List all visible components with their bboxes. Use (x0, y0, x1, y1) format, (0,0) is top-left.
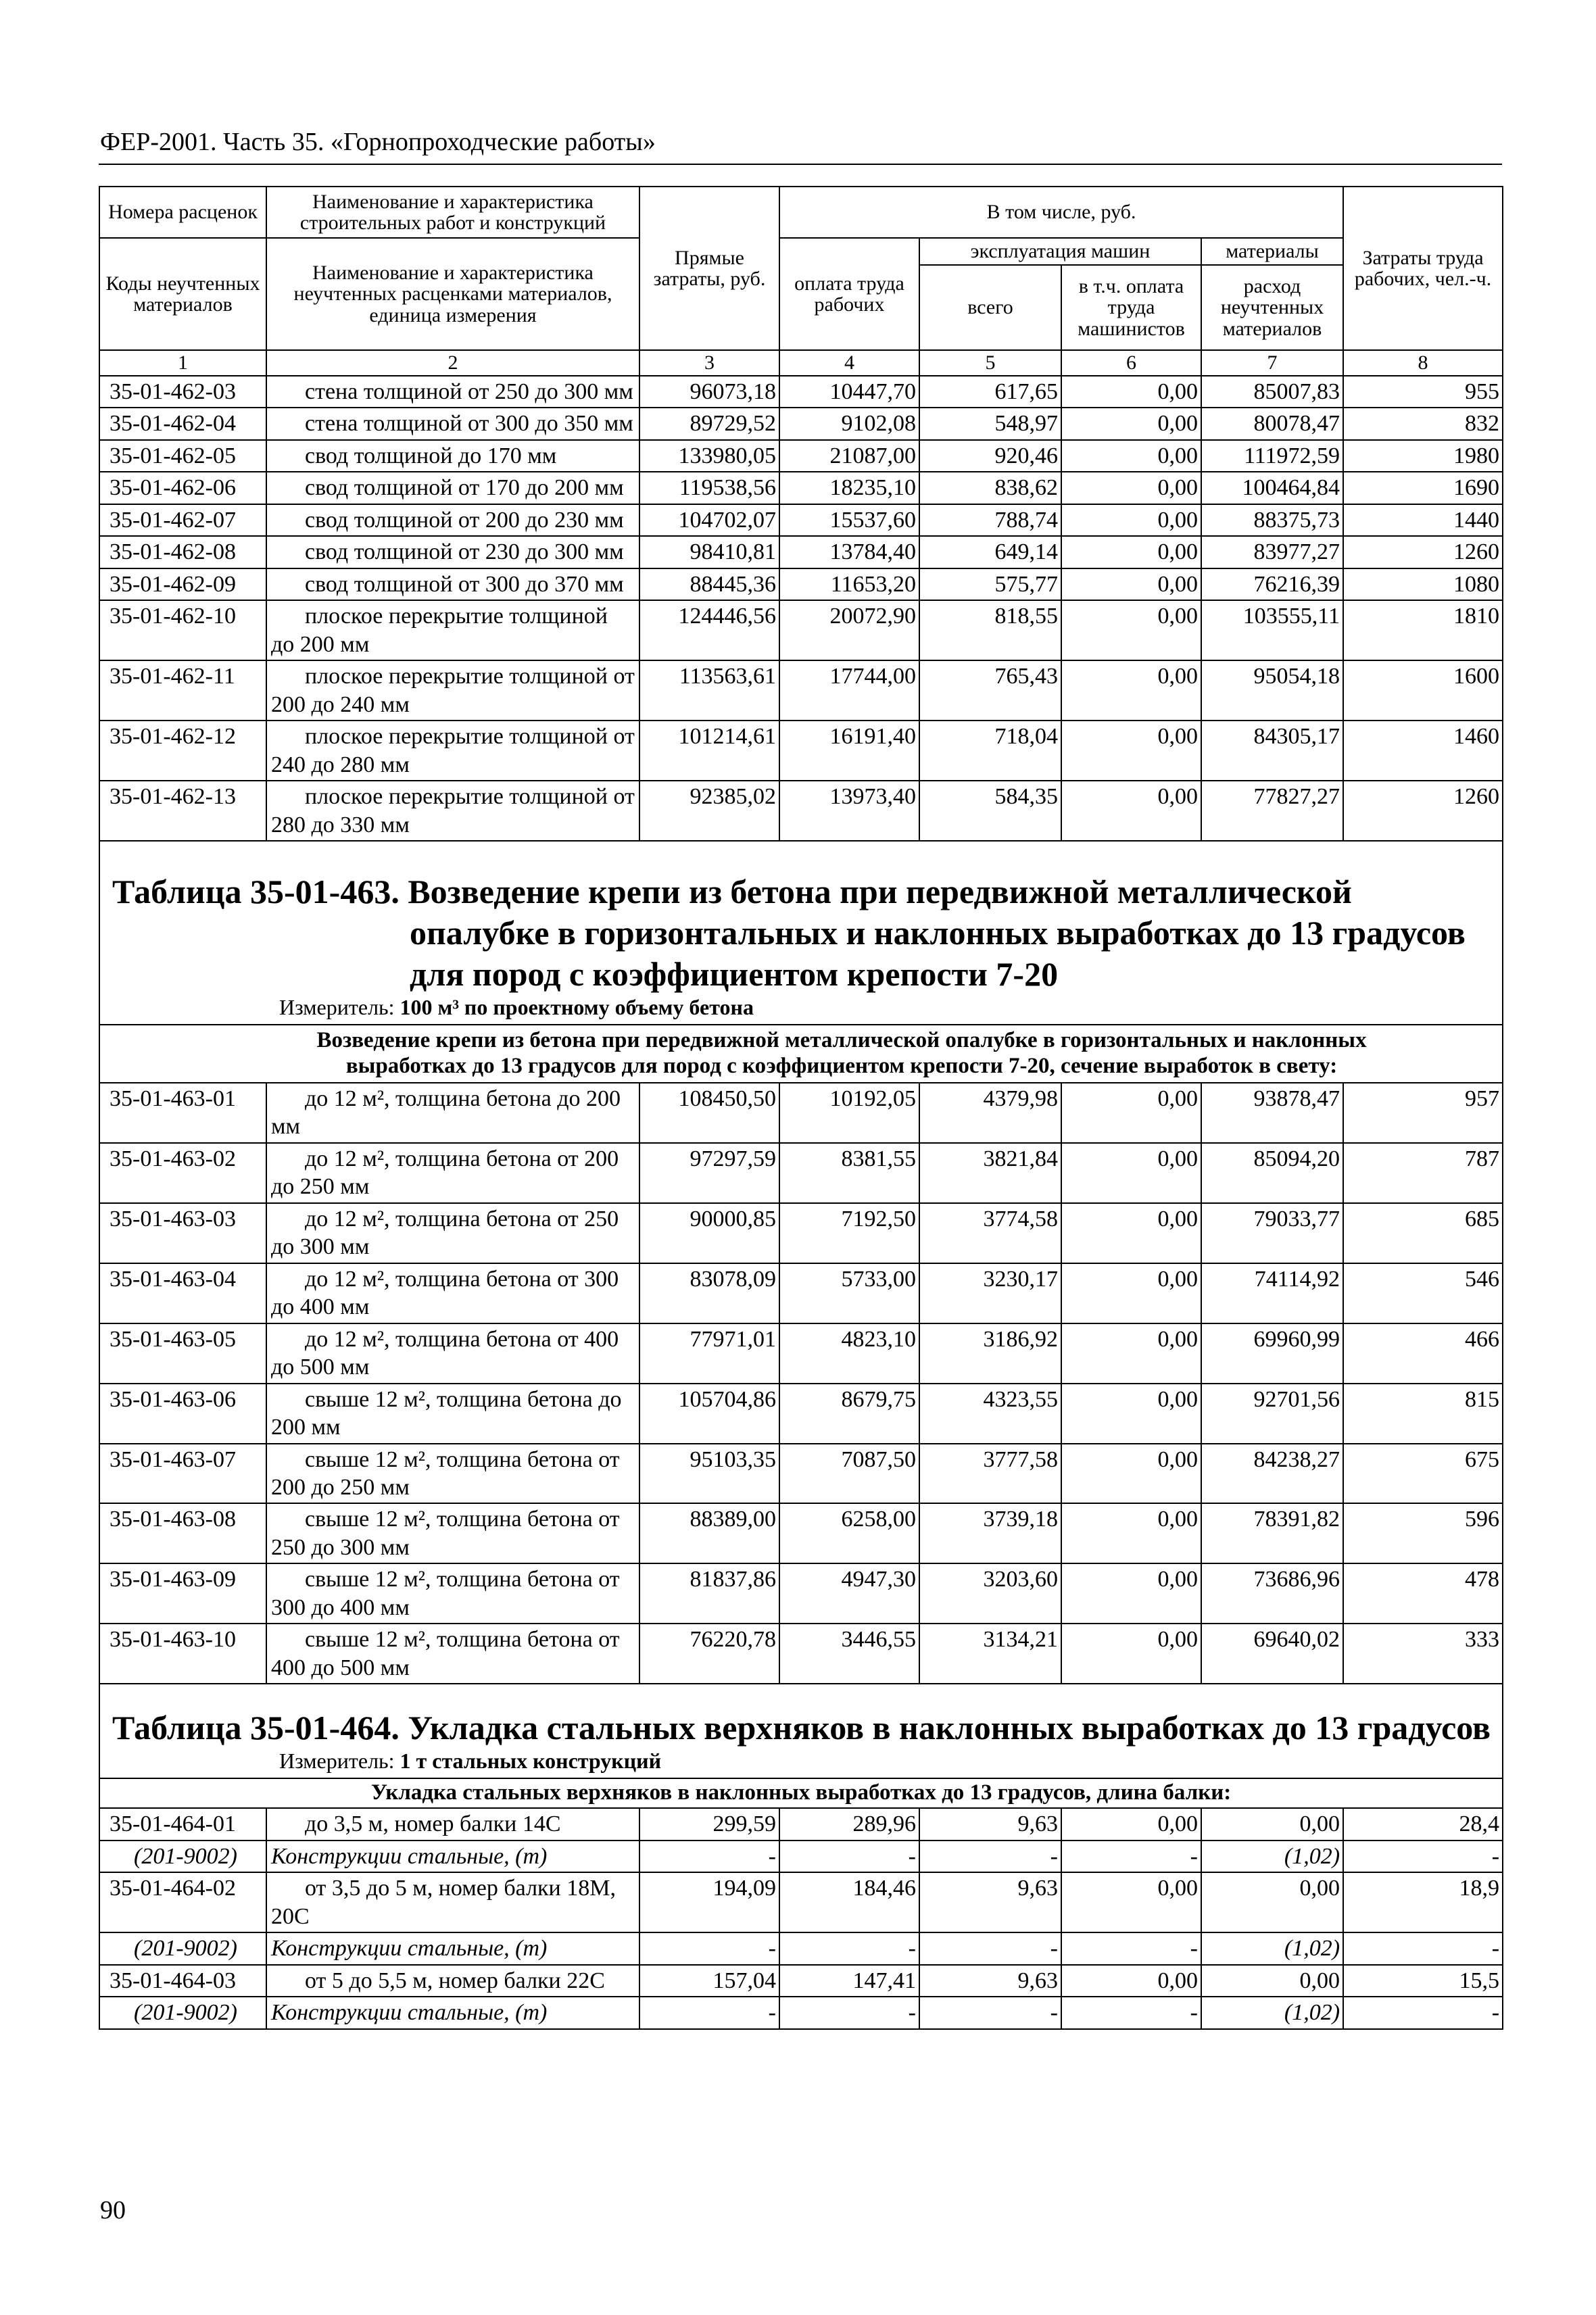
col-head-material-codes: Коды неучтенных материалов (99, 238, 266, 350)
materials: 69640,02 (1201, 1624, 1343, 1684)
col-head-machines: эксплуатация машин (919, 238, 1201, 265)
labor-hours: 466 (1343, 1323, 1503, 1384)
machines-total: 3777,58 (919, 1444, 1061, 1504)
materials: 69960,99 (1201, 1323, 1343, 1384)
wages: 184,46 (779, 1872, 919, 1932)
materials: 0,00 (1201, 1808, 1343, 1840)
labor-hours: 1080 (1343, 568, 1503, 600)
work-name: свод толщиной до 170 мм (266, 440, 639, 472)
wages: 7192,50 (779, 1203, 919, 1263)
table-464-section: Укладка стальных верхняков в наклонных выработках до 13 градусов, длина балки: (99, 1778, 1503, 1808)
rate-code: 35-01-462-05 (99, 440, 266, 472)
table-row (99, 1444, 1503, 1504)
labor-hours: 1440 (1343, 504, 1503, 536)
machinist-wages: 0,00 (1061, 660, 1201, 721)
work-name: до 12 м², толщина бетона от 300 до 400 мм (266, 1263, 639, 1323)
col-head-direct-costs: Прямые затраты, руб. (639, 187, 779, 350)
direct-costs: 88389,00 (639, 1503, 779, 1563)
wages: 13784,40 (779, 536, 919, 568)
table-row (99, 1143, 1503, 1203)
material-row (99, 1932, 1503, 1964)
wages: 17744,00 (779, 660, 919, 721)
col-head-codes: Номера расценок (99, 187, 266, 238)
wages: 18235,10 (779, 472, 919, 504)
machines-total: 920,46 (919, 440, 1061, 472)
col-number: 3 (639, 350, 779, 376)
rate-code: 35-01-463-09 (99, 1563, 266, 1624)
work-name: свод толщиной от 300 до 370 мм (266, 568, 639, 600)
rate-code: 35-01-462-03 (99, 376, 266, 408)
materials: 95054,18 (1201, 660, 1343, 721)
labor-hours: 18,9 (1343, 1872, 1503, 1932)
rate-code: 35-01-463-07 (99, 1444, 266, 1504)
wages: 147,41 (779, 1965, 919, 1997)
materials: 83977,27 (1201, 536, 1343, 568)
work-name: до 12 м², толщина бетона от 400 до 500 мм (266, 1323, 639, 1384)
labor-hours: 1260 (1343, 536, 1503, 568)
labor-hours: 1810 (1343, 600, 1503, 660)
direct-costs: 92385,02 (639, 781, 779, 841)
material-code: (201-9002) (99, 1932, 266, 1964)
col-head-machines-total: всего (919, 265, 1061, 350)
materials: 73686,96 (1201, 1563, 1343, 1624)
col-number: 4 (779, 350, 919, 376)
wages: - (779, 1841, 919, 1872)
col-head-wages: оплата труда рабочих (779, 238, 919, 350)
wages: 15537,60 (779, 504, 919, 536)
direct-costs: 90000,85 (639, 1203, 779, 1263)
table-row (99, 376, 1503, 408)
labor-hours: 1690 (1343, 472, 1503, 504)
work-name: плоское перекрытие толщиной от 200 до 240 мм (266, 660, 639, 721)
machinist-wages: 0,00 (1061, 472, 1201, 504)
work-name: свод толщиной от 230 до 300 мм (266, 536, 639, 568)
rate-code: 35-01-462-09 (99, 568, 266, 600)
table-row (99, 1323, 1503, 1384)
table-463-heading (99, 841, 1503, 1083)
direct-costs: - (639, 1841, 779, 1872)
labor-hours: 815 (1343, 1384, 1503, 1444)
col-number: 1 (99, 350, 266, 376)
material-name: Конструкции стальные, (т) (266, 1932, 639, 1964)
labor-hours: 1980 (1343, 440, 1503, 472)
machines-total: 3774,58 (919, 1203, 1061, 1263)
running-header: ФЕР-2001. Часть 35. «Горнопроходческие работы» (100, 128, 656, 156)
wages: 20072,90 (779, 600, 919, 660)
page-number: 90 (100, 2196, 126, 2224)
machines-total: 3186,92 (919, 1323, 1061, 1384)
table-row (99, 600, 1503, 660)
direct-costs: 98410,81 (639, 536, 779, 568)
labor-hours: 832 (1343, 408, 1503, 439)
col-head-material-name: Наименование и характеристика неучтенных расценками материалов, единица измерения (266, 238, 639, 350)
col-number: 6 (1061, 350, 1201, 376)
table-row (99, 1384, 1503, 1444)
machines-total: 718,04 (919, 721, 1061, 781)
machines-total: 548,97 (919, 408, 1061, 439)
table-row (99, 1263, 1503, 1323)
machines-total: 788,74 (919, 504, 1061, 536)
machinist-wages: - (1061, 1841, 1201, 1872)
material-use: (1,02) (1201, 1997, 1343, 2028)
price-sheet (99, 186, 1502, 2030)
direct-costs: 157,04 (639, 1965, 779, 1997)
direct-costs: 88445,36 (639, 568, 779, 600)
wages: 8381,55 (779, 1143, 919, 1203)
rate-code: 35-01-464-03 (99, 1965, 266, 1997)
wages: - (779, 1997, 919, 2028)
work-name: плоское перекрытие толщиной до 200 мм (266, 600, 639, 660)
wages: 6258,00 (779, 1503, 919, 1563)
machines-total: 9,63 (919, 1965, 1061, 1997)
materials: 88375,73 (1201, 504, 1343, 536)
machinist-wages: 0,00 (1061, 1203, 1201, 1263)
materials: 80078,47 (1201, 408, 1343, 439)
rate-code: 35-01-463-05 (99, 1323, 266, 1384)
table-row (99, 1563, 1503, 1624)
col-number: 2 (266, 350, 639, 376)
materials: 76216,39 (1201, 568, 1343, 600)
work-name: свыше 12 м², толщина бетона до 200 мм (266, 1384, 639, 1444)
direct-costs: - (639, 1932, 779, 1964)
direct-costs: - (639, 1997, 779, 2028)
rate-code: 35-01-464-02 (99, 1872, 266, 1932)
direct-costs: 299,59 (639, 1808, 779, 1840)
direct-costs: 105704,86 (639, 1384, 779, 1444)
material-code: (201-9002) (99, 1997, 266, 2028)
machines-total: 838,62 (919, 472, 1061, 504)
direct-costs: 77971,01 (639, 1323, 779, 1384)
table-row (99, 1965, 1503, 1997)
labor-hours: 15,5 (1343, 1965, 1503, 1997)
labor-hours: - (1343, 1932, 1503, 1964)
table-463-section: Возведение крепи из бетона при передвижной металлической опалубке в горизонтальных и наклонных выработках до 13 градусов для пород с коэффициентом крепости 7-20, сечение выработок в свету: (99, 1025, 1503, 1083)
machinist-wages: 0,00 (1061, 781, 1201, 841)
table-row (99, 1624, 1503, 1684)
table-row (99, 408, 1503, 439)
machines-total: 575,77 (919, 568, 1061, 600)
materials: 77827,27 (1201, 781, 1343, 841)
machinist-wages: 0,00 (1061, 1624, 1201, 1684)
material-name: Конструкции стальные, (т) (266, 1997, 639, 2028)
direct-costs: 133980,05 (639, 440, 779, 472)
col-head-material-use: расход неучтенных материалов (1201, 265, 1343, 350)
labor-hours: - (1343, 1997, 1503, 2028)
machinist-wages: - (1061, 1997, 1201, 2028)
direct-costs: 89729,52 (639, 408, 779, 439)
labor-hours: 955 (1343, 376, 1503, 408)
table-464-heading (99, 1684, 1503, 1808)
wages: 4823,10 (779, 1323, 919, 1384)
labor-hours: 1460 (1343, 721, 1503, 781)
materials: 111972,59 (1201, 440, 1343, 472)
table-464-measure: Измеритель: 1 т стальных конструкций (279, 1749, 662, 1774)
table-row (99, 1083, 1503, 1143)
work-name: плоское перекрытие толщиной от 280 до 330 мм (266, 781, 639, 841)
machines-total: 9,63 (919, 1808, 1061, 1840)
labor-hours: 675 (1343, 1444, 1503, 1504)
col-head-name: Наименование и характеристика строительных работ и конструкций (266, 187, 639, 238)
work-name: свыше 12 м², толщина бетона от 250 до 300 мм (266, 1503, 639, 1563)
machines-total: 3203,60 (919, 1563, 1061, 1624)
table-464-title: Таблица 35-01-464. Укладка стальных верхняков в наклонных выработках до 13 градусов (112, 1709, 1491, 1747)
table-462-body (99, 376, 1503, 841)
machinist-wages: 0,00 (1061, 568, 1201, 600)
machines-total: 818,55 (919, 600, 1061, 660)
machines-total: 4379,98 (919, 1083, 1061, 1143)
work-name: до 12 м², толщина бетона от 250 до 300 мм (266, 1203, 639, 1263)
materials: 79033,77 (1201, 1203, 1343, 1263)
direct-costs: 194,09 (639, 1872, 779, 1932)
wages: 8679,75 (779, 1384, 919, 1444)
wages: 10192,05 (779, 1083, 919, 1143)
machinist-wages: 0,00 (1061, 1503, 1201, 1563)
wages: 11653,20 (779, 568, 919, 600)
labor-hours: 333 (1343, 1624, 1503, 1684)
rate-code: 35-01-462-06 (99, 472, 266, 504)
table-row (99, 536, 1503, 568)
wages: 13973,40 (779, 781, 919, 841)
col-head-machinist-wages: в т.ч. оплата труда машинистов (1061, 265, 1201, 350)
machines-total: - (919, 1841, 1061, 1872)
machinist-wages: 0,00 (1061, 1263, 1201, 1323)
machinist-wages: 0,00 (1061, 721, 1201, 781)
machinist-wages: 0,00 (1061, 600, 1201, 660)
rate-code: 35-01-463-02 (99, 1143, 266, 1203)
material-use: (1,02) (1201, 1841, 1343, 1872)
materials: 103555,11 (1201, 600, 1343, 660)
work-name: свыше 12 м², толщина бетона от 200 до 250 мм (266, 1444, 639, 1504)
wages: 10447,70 (779, 376, 919, 408)
wages: 9102,08 (779, 408, 919, 439)
labor-hours: 957 (1343, 1083, 1503, 1143)
machinist-wages: 0,00 (1061, 1323, 1201, 1384)
materials: 0,00 (1201, 1965, 1343, 1997)
machines-total: 584,35 (919, 781, 1061, 841)
work-name: свыше 12 м², толщина бетона от 300 до 400 мм (266, 1563, 639, 1624)
direct-costs: 108450,50 (639, 1083, 779, 1143)
materials: 85007,83 (1201, 376, 1343, 408)
machines-total: 3134,21 (919, 1624, 1061, 1684)
header-rule (99, 164, 1502, 165)
table-row (99, 568, 1503, 600)
table-row (99, 440, 1503, 472)
direct-costs: 104702,07 (639, 504, 779, 536)
work-name: свыше 12 м², толщина бетона от 400 до 500 мм (266, 1624, 639, 1684)
materials: 84305,17 (1201, 721, 1343, 781)
rates-table (99, 186, 1503, 2030)
material-use: (1,02) (1201, 1932, 1343, 1964)
labor-hours: - (1343, 1841, 1503, 1872)
table-row (99, 504, 1503, 536)
machinist-wages: 0,00 (1061, 504, 1201, 536)
col-head-labor-hours: Затраты труда рабочих, чел.-ч. (1343, 187, 1503, 350)
material-name: Конструкции стальные, (т) (266, 1841, 639, 1872)
table-row (99, 1203, 1503, 1263)
work-name: до 12 м², толщина бетона до 200 мм (266, 1083, 639, 1143)
labor-hours: 1260 (1343, 781, 1503, 841)
labor-hours: 596 (1343, 1503, 1503, 1563)
rate-code: 35-01-462-04 (99, 408, 266, 439)
labor-hours: 787 (1343, 1143, 1503, 1203)
rate-code: 35-01-462-11 (99, 660, 266, 721)
work-name: до 12 м², толщина бетона от 200 до 250 мм (266, 1143, 639, 1203)
machinist-wages: 0,00 (1061, 1808, 1201, 1840)
table-row (99, 472, 1503, 504)
rate-code: 35-01-463-01 (99, 1083, 266, 1143)
machines-total: 649,14 (919, 536, 1061, 568)
table-463-body (99, 1083, 1503, 1684)
machinist-wages: 0,00 (1061, 1143, 1201, 1203)
materials: 93878,47 (1201, 1083, 1343, 1143)
rate-code: 35-01-462-13 (99, 781, 266, 841)
table-row (99, 660, 1503, 721)
col-head-including: В том числе, руб. (779, 187, 1343, 238)
wages: - (779, 1932, 919, 1964)
materials: 84238,27 (1201, 1444, 1343, 1504)
table-row (99, 721, 1503, 781)
work-name: свод толщиной от 170 до 200 мм (266, 472, 639, 504)
work-name: плоское перекрытие толщиной от 240 до 280 мм (266, 721, 639, 781)
rate-code: 35-01-462-12 (99, 721, 266, 781)
wages: 3446,55 (779, 1624, 919, 1684)
machinist-wages: - (1061, 1932, 1201, 1964)
direct-costs: 97297,59 (639, 1143, 779, 1203)
direct-costs: 96073,18 (639, 376, 779, 408)
rate-code: 35-01-463-10 (99, 1624, 266, 1684)
column-numbers-row (99, 350, 1503, 376)
table-463-title: Таблица 35-01-463. Возведение крепи из бетона при передвижной металлической опалубке в горизонтальных и наклонных выработках до 13 градусов для пород с коэффициентом крепости 7-20 (112, 873, 1466, 994)
labor-hours: 478 (1343, 1563, 1503, 1624)
rate-code: 35-01-464-01 (99, 1808, 266, 1840)
wages: 21087,00 (779, 440, 919, 472)
rate-code: 35-01-462-07 (99, 504, 266, 536)
material-row (99, 1841, 1503, 1872)
material-code: (201-9002) (99, 1841, 266, 1872)
work-name: от 5 до 5,5 м, номер балки 22С (266, 1965, 639, 1997)
materials: 92701,56 (1201, 1384, 1343, 1444)
machines-total: 3821,84 (919, 1143, 1061, 1203)
machines-total: 4323,55 (919, 1384, 1061, 1444)
machinist-wages: 0,00 (1061, 1444, 1201, 1504)
direct-costs: 95103,35 (639, 1444, 779, 1504)
rate-code: 35-01-463-06 (99, 1384, 266, 1444)
work-name: до 3,5 м, номер балки 14С (266, 1808, 639, 1840)
direct-costs: 83078,09 (639, 1263, 779, 1323)
work-name: стена толщиной от 300 до 350 мм (266, 408, 639, 439)
wages: 16191,40 (779, 721, 919, 781)
direct-costs: 76220,78 (639, 1624, 779, 1684)
machines-total: 9,63 (919, 1872, 1061, 1932)
machines-total: 617,65 (919, 376, 1061, 408)
materials: 78391,82 (1201, 1503, 1343, 1563)
machines-total: 3230,17 (919, 1263, 1061, 1323)
direct-costs: 81837,86 (639, 1563, 779, 1624)
table-464-body (99, 1808, 1503, 2028)
wages: 4947,30 (779, 1563, 919, 1624)
machines-total: - (919, 1932, 1061, 1964)
machinist-wages: 0,00 (1061, 440, 1201, 472)
machines-total: 3739,18 (919, 1503, 1061, 1563)
table-row (99, 1808, 1503, 1840)
machinist-wages: 0,00 (1061, 376, 1201, 408)
col-head-materials: материалы (1201, 238, 1343, 265)
table-header (99, 187, 1503, 376)
work-name: стена толщиной от 250 до 300 мм (266, 376, 639, 408)
work-name: свод толщиной от 200 до 230 мм (266, 504, 639, 536)
machines-total: 765,43 (919, 660, 1061, 721)
materials: 85094,20 (1201, 1143, 1343, 1203)
materials: 100464,84 (1201, 472, 1343, 504)
table-463-measure: Измеритель: 100 м³ по проектному объему бетона (279, 995, 754, 1020)
direct-costs: 119538,56 (639, 472, 779, 504)
table-row (99, 781, 1503, 841)
work-name: от 3,5 до 5 м, номер балки 18М, 20С (266, 1872, 639, 1932)
wages: 7087,50 (779, 1444, 919, 1504)
direct-costs: 113563,61 (639, 660, 779, 721)
labor-hours: 546 (1343, 1263, 1503, 1323)
wages: 289,96 (779, 1808, 919, 1840)
materials: 74114,92 (1201, 1263, 1343, 1323)
direct-costs: 124446,56 (639, 600, 779, 660)
materials: 0,00 (1201, 1872, 1343, 1932)
rate-code: 35-01-462-10 (99, 600, 266, 660)
rate-code: 35-01-463-03 (99, 1203, 266, 1263)
machinist-wages: 0,00 (1061, 1563, 1201, 1624)
rate-code: 35-01-462-08 (99, 536, 266, 568)
machinist-wages: 0,00 (1061, 1083, 1201, 1143)
machinist-wages: 0,00 (1061, 536, 1201, 568)
machinist-wages: 0,00 (1061, 408, 1201, 439)
direct-costs: 101214,61 (639, 721, 779, 781)
rate-code: 35-01-463-04 (99, 1263, 266, 1323)
rate-code: 35-01-463-08 (99, 1503, 266, 1563)
col-number: 8 (1343, 350, 1503, 376)
table-row (99, 1872, 1503, 1932)
labor-hours: 685 (1343, 1203, 1503, 1263)
machines-total: - (919, 1997, 1061, 2028)
material-row (99, 1997, 1503, 2028)
machinist-wages: 0,00 (1061, 1965, 1201, 1997)
machinist-wages: 0,00 (1061, 1872, 1201, 1932)
labor-hours: 28,4 (1343, 1808, 1503, 1840)
wages: 5733,00 (779, 1263, 919, 1323)
machinist-wages: 0,00 (1061, 1384, 1201, 1444)
table-row (99, 1503, 1503, 1563)
labor-hours: 1600 (1343, 660, 1503, 721)
col-number: 5 (919, 350, 1061, 376)
col-number: 7 (1201, 350, 1343, 376)
